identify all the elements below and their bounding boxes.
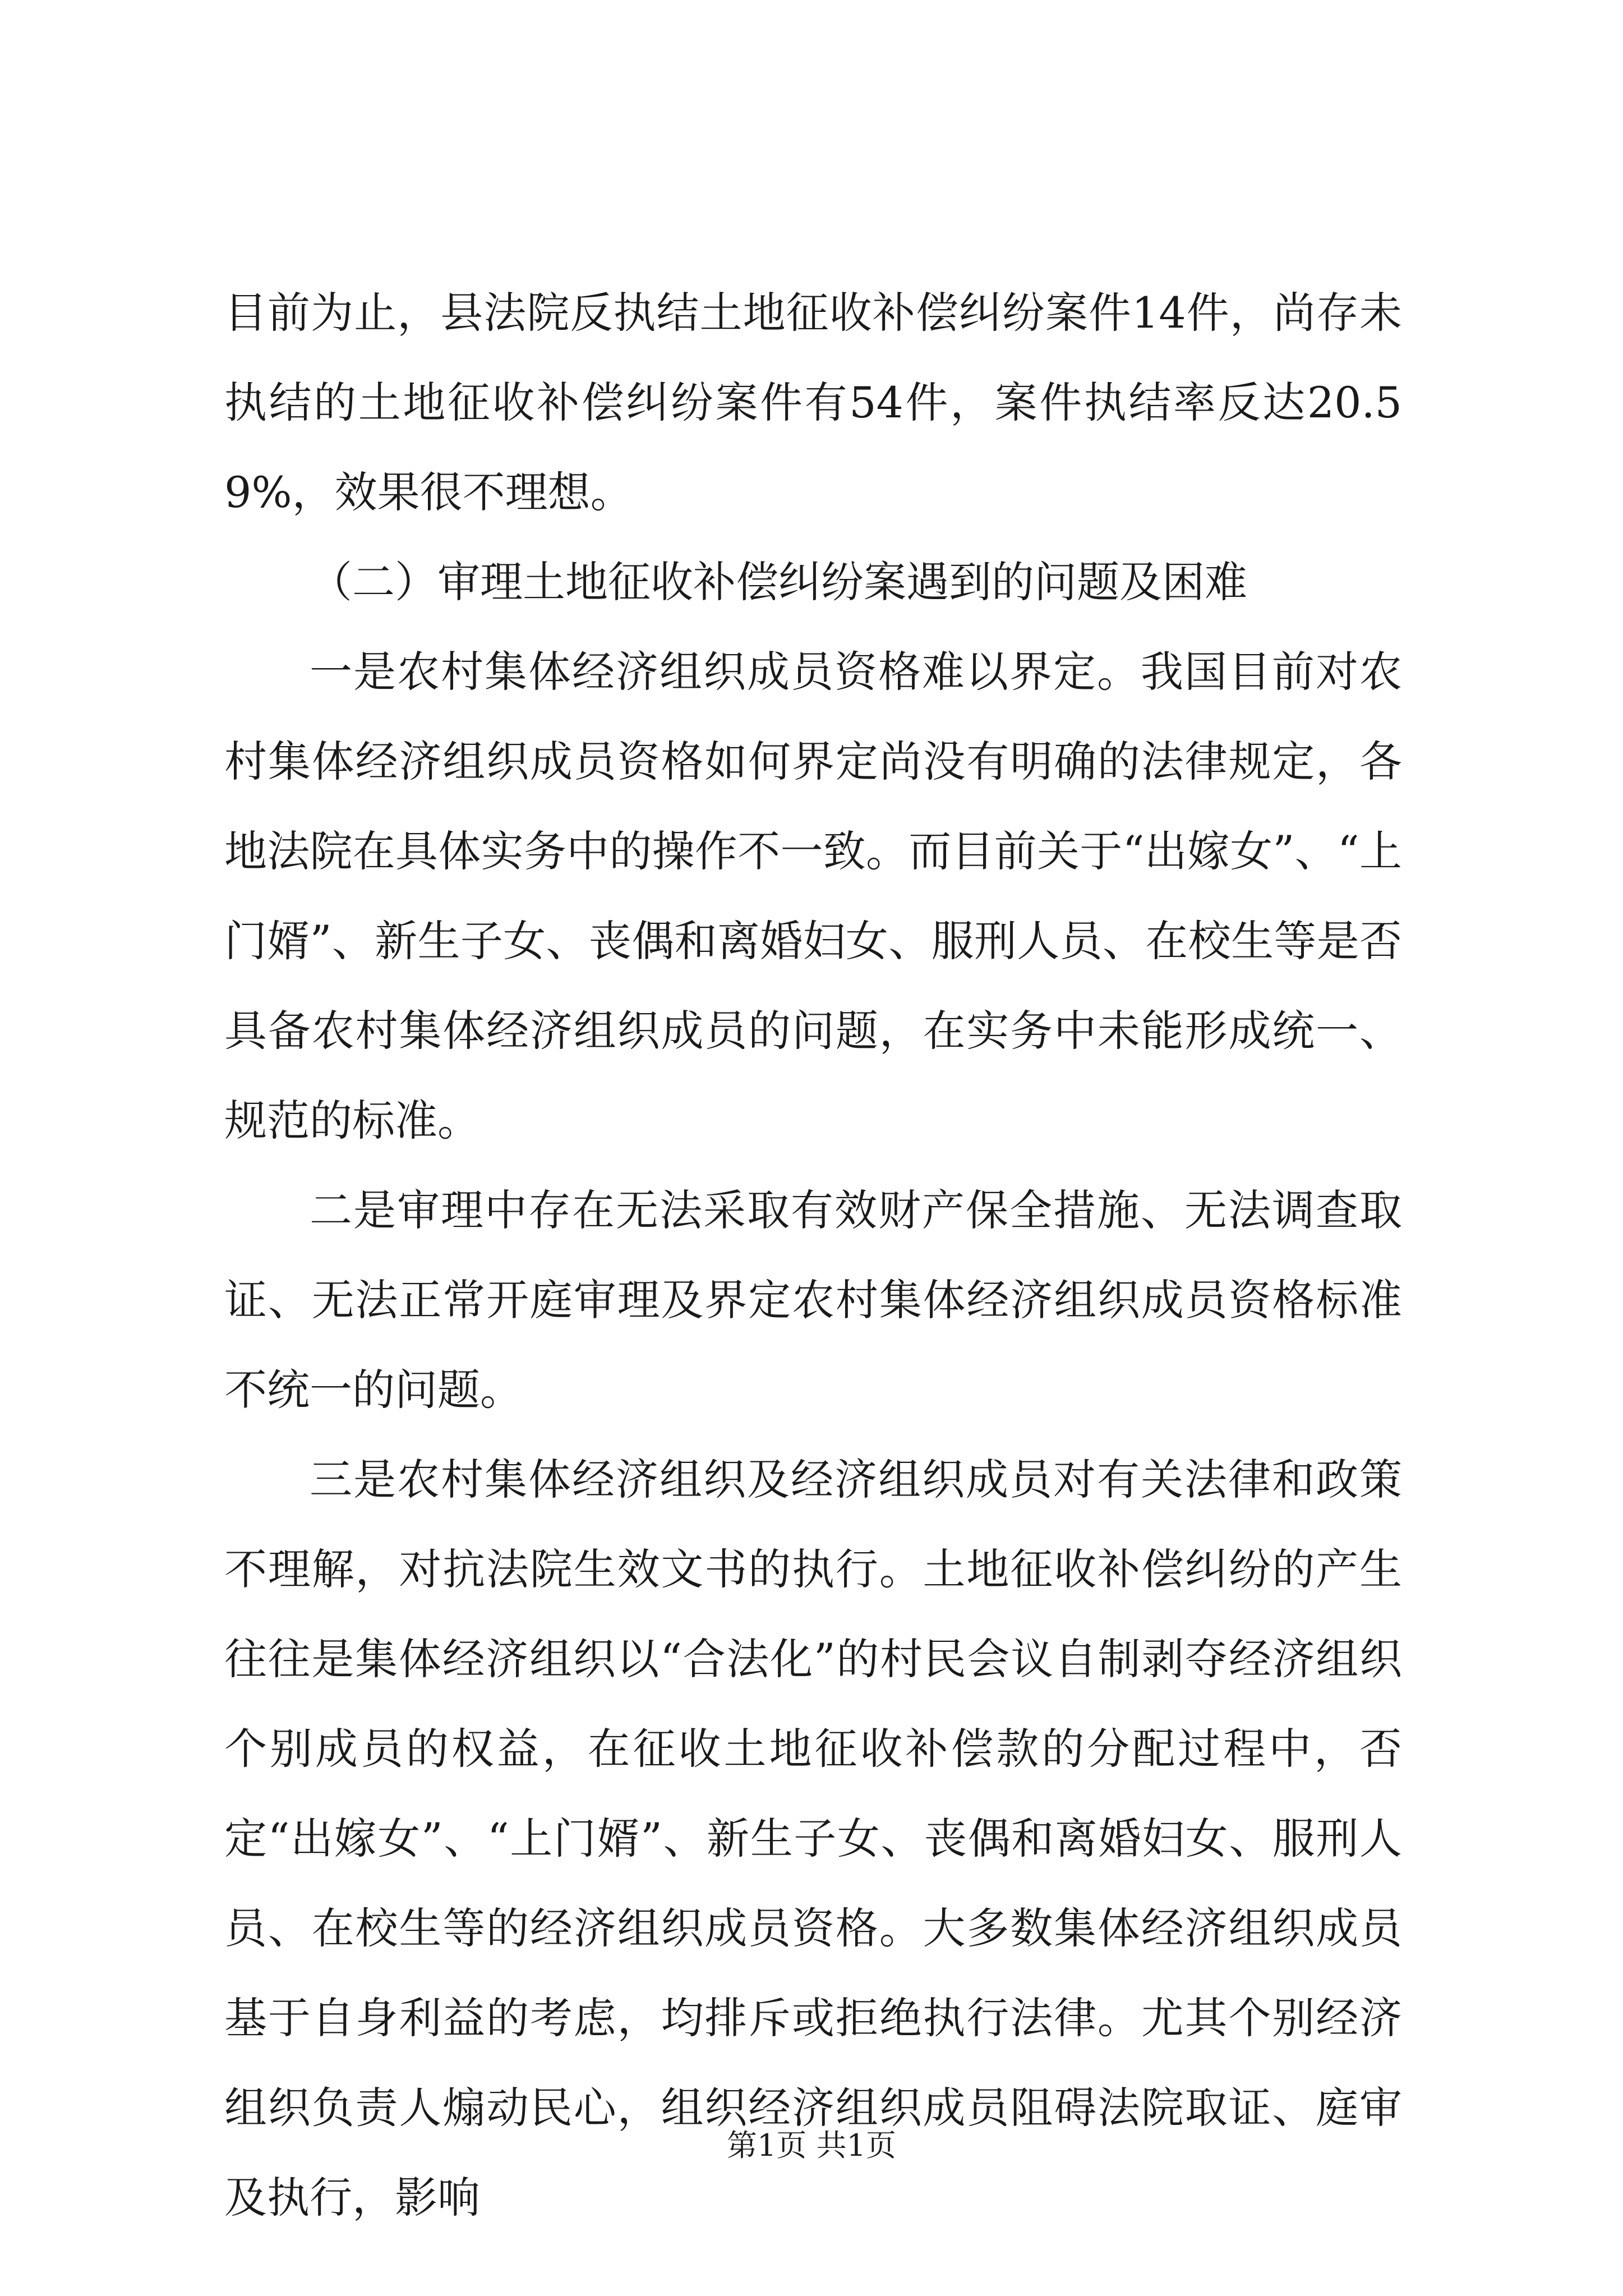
page-footer: 第1页 共1页: [727, 2128, 896, 2163]
paragraph-2: 一是农村集体经济组织成员资格难以界定。我国目前对农村集体经济组织成员资格如何界定尚没有明确的法律规定，各地法院在具体实务中的操作不一致。而目前关于“出嫁女”、“上门婿”、新生子女、丧偶和离婚妇女、服刑人员、在校生等是否具备农村集体经济组织成员的问题，在实务中未能形成统一、规范的标准。: [224, 647, 1402, 1145]
section-heading: （二）审理土地征收补偿纠纷案遇到的问题及困难: [310, 557, 1247, 607]
paragraph-3: 二是审理中存在无法采取有效财产保全措施、无法调查取证、无法正常开庭审理及界定农村集体经济组织成员资格标准不统一的问题。: [224, 1185, 1402, 1415]
document-body: [224, 268, 1402, 2243]
paragraph-4: 三是农村集体经济组织及经济组织成员对有关法律和政策不理解，对抗法院生效文书的执行。土地征收补偿纠纷的产生往往是集体经济组织以“合法化”的村民会议自制剥夺经济组织个别成员的权益，在征收土地征收补偿款的分配过程中，否定“出嫁女”、“上门婿”、新生子女、丧偶和离婚妇女、服刑人员、在校生等的经济组织成员资格。大多数集体经济组织成员基于自身利益的考虑，均排斥或拒绝执行法律。尤其个别经济组织负责人煽动民心，组织经济组织成员阻碍法院取证、庭审及执行，影响: [224, 1455, 1402, 2223]
paragraph-1: 目前为止，县法院反执结土地征收补偿纠纷案件14件，尚存未执结的土地征收补偿纠纷案件有54件，案件执结率反达20.59%，效果很不理想。: [224, 288, 1402, 517]
